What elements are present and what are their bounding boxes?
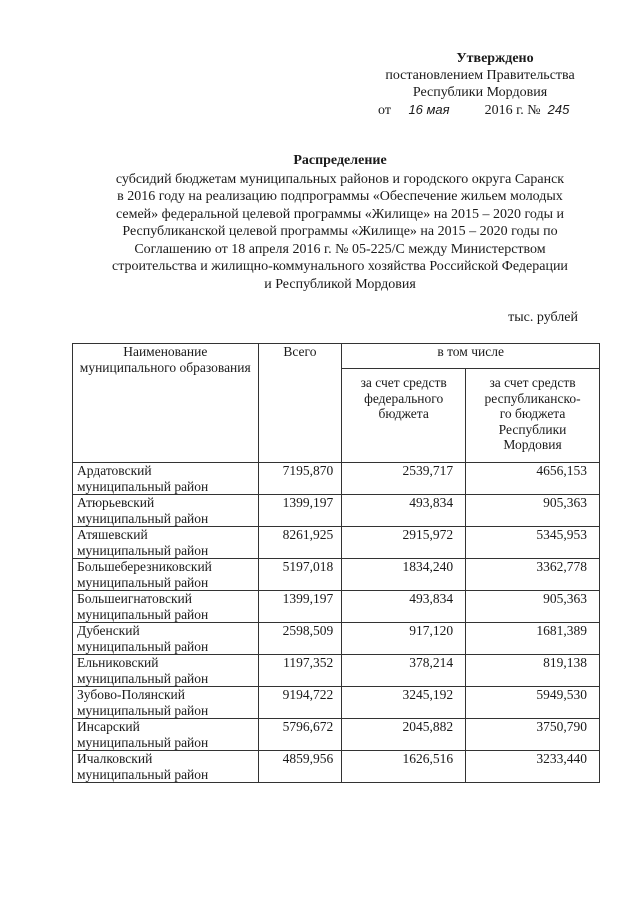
total-cell: 8261,925 [258,527,342,559]
approval-number: 245 [547,102,570,117]
municipality-name-line: муниципальный район [77,670,209,686]
federal-cell: 493,834 [342,591,466,623]
municipality-name-line: муниципальный район [77,638,209,654]
municipality-name-line: Зубово-Полянский [77,687,185,702]
municipality-name-line: муниципальный район [77,510,209,526]
heading-line: Соглашению от 18 апреля 2016 г. № 05-225/С между Министерством [134,241,546,257]
approval-from: от [378,103,391,118]
municipality-name-line: Атюрьевский [77,495,155,510]
table-row [73,495,600,527]
federal-cell: 2045,882 [342,719,466,751]
total-cell: 5197,018 [258,559,342,591]
municipality-name-line: муниципальный район [77,734,209,750]
total-cell: 9194,722 [258,687,342,719]
republic-cell: 5949,530 [466,687,600,719]
federal-cell: 493,834 [342,495,466,527]
approval-day-month: 16 мая [408,102,450,117]
municipality-name-line: муниципальный район [77,478,209,494]
municipality-name-line: муниципальный район [77,766,209,782]
header-federal: за счет средств федерального бюджета [342,369,466,463]
header-including: в том числе [342,344,600,369]
federal-cell: 1834,240 [342,559,466,591]
republic-cell: 3362,778 [466,559,600,591]
table-row [73,719,600,751]
municipality-name [73,719,259,751]
heading-line: семей» федеральной целевой программы «Жилище» на 2015 – 2020 годы и [115,206,564,222]
approval-date-line [378,101,600,119]
federal-cell: 2539,717 [342,463,466,495]
municipality-name [73,655,259,687]
table-row [73,655,600,687]
total-cell: 1399,197 [258,495,342,527]
republic-cell: 1681,389 [466,623,600,655]
municipality-name-line: Большеигнатовский [77,591,193,606]
federal-cell: 3245,192 [342,687,466,719]
municipality-name-line: Ельниковский [77,655,159,670]
federal-cell: 378,214 [342,655,466,687]
approval-block [360,50,600,119]
document-title: Распределение [293,153,387,168]
header-name: Наименование муниципального образования [73,344,259,463]
municipality-name [73,495,259,527]
republic-cell: 905,363 [466,591,600,623]
republic-cell: 3233,440 [466,751,600,783]
total-cell: 2598,509 [258,623,342,655]
municipality-name [73,687,259,719]
heading-line: строительства и жилищно-коммунального хозяйства Российской Федерации [112,259,568,274]
municipality-name-line: муниципальный район [77,542,209,558]
table-row [73,463,600,495]
republic-cell: 905,363 [466,495,600,527]
republic-cell: 819,138 [466,655,600,687]
table-row [73,527,600,559]
municipality-name [73,623,259,655]
municipality-name [73,591,259,623]
table-body [73,463,600,783]
municipality-name-line: муниципальный район [77,702,209,718]
header-total: Всего [258,344,342,463]
municipality-name [73,527,259,559]
table-row [73,623,600,655]
federal-cell: 2915,972 [342,527,466,559]
total-cell: 7195,870 [258,463,342,495]
municipality-name [73,559,259,591]
approval-title: Утверждено [456,51,534,66]
republic-cell: 4656,153 [466,463,600,495]
total-cell: 5796,672 [258,719,342,751]
heading-line: и Республикой Мордовия [264,276,416,292]
municipality-name [73,463,259,495]
total-cell: 1399,197 [258,591,342,623]
republic-cell: 5345,953 [466,527,600,559]
approval-line-2: Республики Мордовия [412,85,548,100]
heading-line: Республиканской целевой программы «Жилище» на 2015 – 2020 годы по [122,224,558,239]
table-row [73,591,600,623]
municipality-name [73,751,259,783]
municipality-name-line: Ичалковский [77,751,153,766]
municipality-name-line: Инсарский [77,719,140,734]
republic-cell: 3750,790 [466,719,600,751]
heading-line: в 2016 году на реализацию подпрограммы «Обеспечение жильем молодых [117,189,563,204]
heading-line: субсидий бюджетам муниципальных районов и городского округа Саранск [115,171,565,187]
municipality-name-line: Атяшевский [77,527,148,542]
municipality-name-line: муниципальный район [77,574,209,590]
total-cell: 1197,352 [258,655,342,687]
document-heading [88,152,592,293]
unit-label: тыс. рублей [508,310,578,325]
federal-cell: 917,120 [342,623,466,655]
table-row [73,687,600,719]
municipality-name-line: муниципальный район [77,606,209,622]
table-row [73,751,600,783]
total-cell: 4859,956 [258,751,342,783]
distribution-table [72,343,600,783]
approval-year: 2016 г. № [484,103,541,118]
municipality-name-line: Большеберезниковский [77,559,212,574]
municipality-name-line: Дубенский [77,623,140,638]
municipality-name-line: Ардатовский [77,463,152,478]
header-republic: за счет средств республиканско-го бюджета Республики Мордовия [466,369,600,463]
approval-line-1: постановлением Правительства [385,68,575,83]
federal-cell: 1626,516 [342,751,466,783]
table-row [73,559,600,591]
